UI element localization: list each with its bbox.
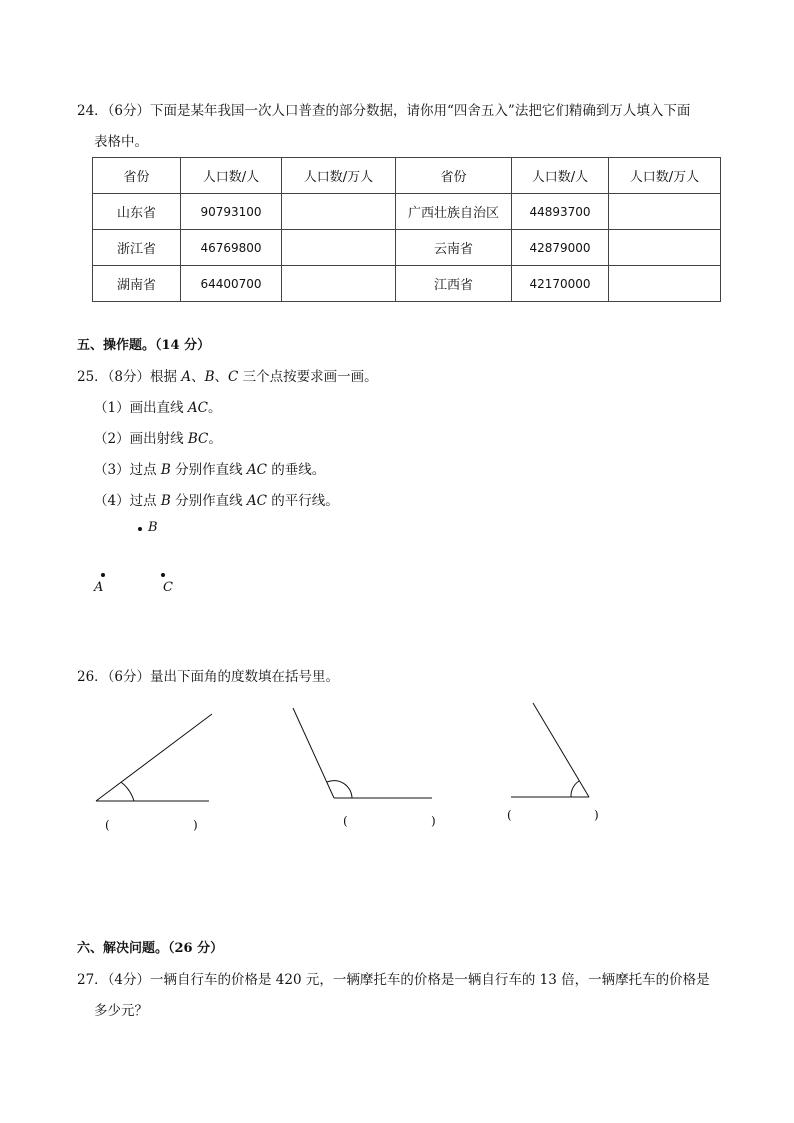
step-text: （3）过点 (94, 462, 161, 478)
angle-3-arc (571, 781, 579, 797)
q25-intro-post: 三个点按要求画一画。 (238, 369, 378, 385)
angle-2 (293, 708, 432, 798)
q24-text-line2: 表格中。 (94, 134, 148, 150)
province-cell: 山东省 (93, 194, 181, 230)
section-5-title: 五、操作题。（14 分） (77, 338, 211, 353)
province-cell: 云南省 (396, 230, 512, 266)
section-6-title: 六、解决问题。（26 分） (77, 941, 224, 956)
angle-figures (0, 690, 794, 820)
q25-intro (77, 367, 378, 387)
point-a-dot (101, 573, 105, 577)
header-cell: 人口数/人 (181, 158, 282, 194)
angle-3-ray-slanted (533, 703, 589, 797)
answer-paren-open-1: ( (105, 818, 110, 832)
step-text: （4）过点 (94, 493, 161, 509)
q25-step-2 (94, 429, 222, 449)
answer-paren-close-2: ) (431, 814, 436, 828)
population-cell: 46769800 (181, 230, 282, 266)
point-c-label: C (163, 580, 173, 595)
table-row (93, 230, 721, 266)
step-var: BC (187, 431, 209, 447)
step-var: AC (246, 493, 267, 509)
header-cell: 省份 (396, 158, 512, 194)
step-text: 。 (208, 431, 222, 447)
population-cell: 90793100 (181, 194, 282, 230)
answer-cell[interactable] (609, 266, 721, 302)
point-b-label: B (148, 520, 158, 535)
answer-paren-close-1: ) (193, 818, 198, 832)
answer-paren-open-2: ( (343, 814, 348, 828)
province-cell: 浙江省 (93, 230, 181, 266)
point-name-c: C (227, 369, 239, 385)
q27-text-line2: 多少元？ (94, 1003, 148, 1019)
point-c-dot (161, 573, 165, 577)
point-a-label: A (94, 580, 104, 595)
answer-paren-open-3: ( (507, 808, 512, 822)
step-text: 。 (207, 400, 222, 416)
answer-cell[interactable] (609, 194, 721, 230)
header-cell: 人口数/万人 (609, 158, 721, 194)
header-cell: 省份 (93, 158, 181, 194)
table-header-row (93, 158, 721, 194)
answer-cell[interactable] (282, 266, 396, 302)
point-name-b: B (204, 369, 215, 385)
table-row (93, 194, 721, 230)
step-var: B (160, 462, 171, 478)
step-var: B (160, 493, 171, 509)
q25-step-4 (94, 491, 339, 511)
angle-1-ray-slanted (96, 714, 212, 801)
point-name-a: A (181, 369, 192, 385)
q25-step-1 (94, 398, 221, 418)
q25-sep: 、 (214, 369, 228, 385)
angle-1 (96, 714, 212, 801)
population-cell: 42170000 (512, 266, 609, 302)
answer-cell[interactable] (282, 194, 396, 230)
angle-2-ray-slanted (293, 708, 334, 798)
population-table (92, 157, 721, 302)
population-cell: 42879000 (512, 230, 609, 266)
step-var: AC (246, 462, 267, 478)
table-row (93, 266, 721, 302)
population-cell: 44893700 (512, 194, 609, 230)
header-cell: 人口数/人 (512, 158, 609, 194)
q25-intro-pre: 25．（8分）根据 (77, 369, 182, 385)
step-text: （1）画出直线 (94, 400, 188, 416)
answer-cell[interactable] (609, 230, 721, 266)
q25-step-3 (94, 460, 325, 480)
province-cell: 广西壮族自治区 (396, 194, 512, 230)
step-var: AC (187, 400, 208, 416)
province-cell: 江西省 (396, 266, 512, 302)
step-text: 分别作直线 (170, 462, 247, 478)
step-text: 分别作直线 (170, 493, 247, 509)
step-text: （2）画出射线 (94, 431, 188, 447)
province-cell: 湖南省 (93, 266, 181, 302)
q27-text-line1: 27．（4分）一辆自行车的价格是 420 元，一辆摩托车的价格是一辆自行车的 13 倍，一辆摩托车的价格是 (77, 972, 710, 988)
step-text: 的垂线。 (267, 462, 326, 478)
q26-text: 26．（6分）量出下面角的度数填在括号里。 (77, 669, 340, 685)
answer-paren-close-3: ) (594, 808, 599, 822)
q25-sep: 、 (191, 369, 205, 385)
angle-3 (511, 703, 589, 797)
q24-text-line1: 24．（6分）下面是某年我国一次人口普查的部分数据，请你用“四舍五入”法把它们精确到万人填入下面 (77, 103, 691, 119)
angle-2-arc (327, 781, 352, 798)
point-b-dot (138, 527, 142, 531)
angle-1-arc (121, 782, 134, 801)
population-cell: 64400700 (181, 266, 282, 302)
answer-cell[interactable] (282, 230, 396, 266)
step-text: 的平行线。 (267, 493, 339, 509)
header-cell: 人口数/万人 (282, 158, 396, 194)
